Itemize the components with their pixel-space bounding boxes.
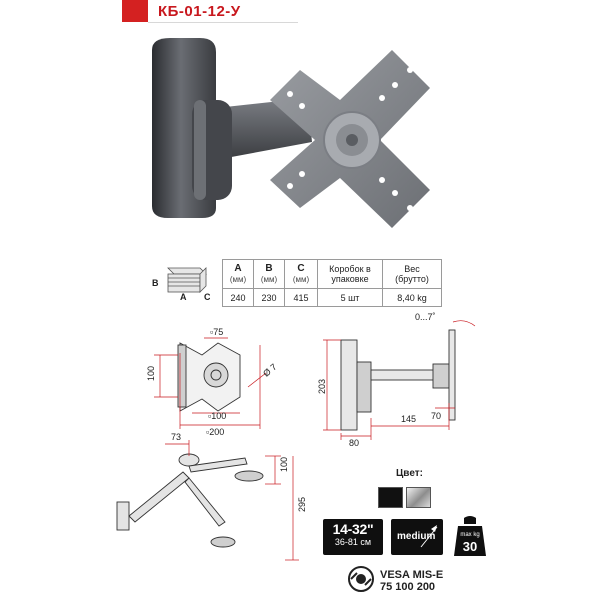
vesa-standard: VESA MIS-E: [380, 569, 444, 581]
top-view-drawing: [105, 432, 315, 567]
cell-boxes: 5 шт: [318, 289, 383, 307]
color-label: Цвет:: [396, 468, 423, 479]
side-view-drawing: [315, 308, 490, 448]
col-b: B (мм): [254, 260, 285, 289]
dim-top-73: 73: [171, 432, 182, 442]
spec-table-header-row: [223, 260, 442, 289]
box-label-a: A: [180, 292, 187, 302]
screen-size-badge: [323, 519, 383, 555]
product-image: [130, 30, 460, 260]
class-badge-label: medium: [397, 531, 436, 542]
cell-c: 415: [285, 289, 318, 307]
title-underline: [148, 22, 298, 23]
dim-side-203: 203: [317, 378, 327, 394]
dim-side-145: 145: [401, 414, 417, 424]
col-a: A (мм): [223, 260, 254, 289]
class-badge: [391, 519, 443, 555]
dim-side-angle: 0...7˚: [415, 312, 436, 322]
dim-front-hole: Ø 7: [261, 361, 279, 379]
spec-table: [222, 259, 442, 307]
box-illustration: [150, 262, 210, 302]
vesa-spec: [380, 569, 443, 593]
color-swatch-silver: [406, 487, 431, 508]
front-view-drawing: [140, 325, 300, 440]
weight-max-value: 30: [462, 539, 478, 554]
weight-icon: [452, 514, 488, 556]
dim-front-75: ▫75: [210, 327, 224, 337]
color-swatch-black: [378, 487, 403, 508]
cell-weight: 8,40 kg: [383, 289, 442, 307]
screen-size-cm: 36-81 см: [334, 537, 372, 547]
dim-side-70: 70: [431, 411, 442, 421]
col-weight: Вес (брутто): [383, 260, 442, 289]
dim-side-80: 80: [349, 438, 360, 448]
screen-size-inches: 14-32": [332, 521, 374, 537]
title-bar: [0, 0, 600, 30]
col-c: C (мм): [285, 260, 318, 289]
spec-table-row: [223, 289, 442, 307]
product-title: КБ-01-12-У: [158, 3, 241, 20]
dim-top-100: 100: [279, 456, 289, 472]
brand-red-block: [122, 0, 148, 22]
vesa-logo-icon: [347, 565, 375, 593]
dim-front-200: ▫200: [206, 427, 225, 437]
cell-b: 230: [254, 289, 285, 307]
box-label-c: C: [204, 292, 210, 302]
vesa-sizes: 75 100 200: [380, 581, 436, 593]
box-label-b: B: [152, 278, 159, 288]
weight-max-label: max kg: [460, 532, 480, 538]
dim-front-100-vertical: 100: [146, 365, 156, 381]
cell-a: 240: [223, 289, 254, 307]
dim-front-100: ▫100: [208, 411, 227, 421]
dim-top-295: 295: [297, 496, 307, 512]
col-boxes: Коробок в упаковке: [318, 260, 383, 289]
